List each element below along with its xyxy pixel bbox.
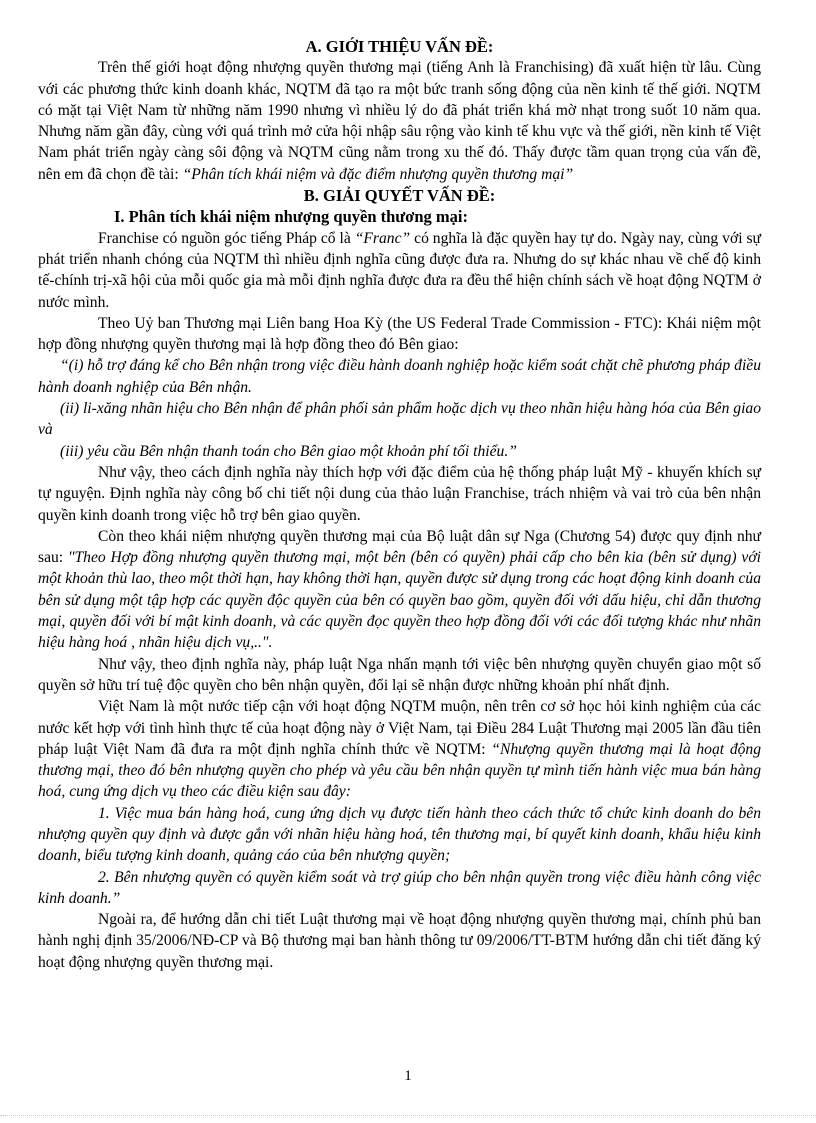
p6-quote: “Nhượng quyền thương mại là hoạt động thương mại, theo đó bên nhượng quyền cho phép và yêu cầu bên nhận quyền tự mình tiến hành việc mua bán hàng hoá, cung ứng dịch vụ theo các điều kiện sau đây: [38, 740, 762, 801]
intro-text: Trên thế giới hoạt động nhượng quyền thương mại (tiếng Anh là Franchising) đã xuất hiện từ lâu. Cùng với các phương thức kinh doanh khác, NQTM đã tạo ra một bức tranh sống động của nền kinh tế thế giới. NQTM có mặt tại Việt Nam từ những năm 1990 nhưng vì nhiều lý do đã phát triển khá mờ nhạt trong suốt 10 năm qua. Nhưng năm gần đây, cùng với quá trình mở cửa hội nhập sâu rộng vào kinh tế khu vực và thế giới, nền kinh tế Việt Nam phát triển ngày càng sôi động và NQTM cũng nằm trong xu thế đó. Thấy được tầm quan trọng của vấn đề, nên em đã chọn đề tài: [38, 59, 761, 183]
intro-topic: “Phân tích khái niệm và đặc điểm nhượng quyền thương mại” [182, 165, 574, 183]
paragraph-russia [38, 526, 761, 654]
paragraph-us-conclusion: Như vậy, theo cách định nghĩa này thích hợp với đặc điểm của hệ thống pháp luật Mỹ - khuyến khích sự tự nguyện. Định nghĩa này công bố chi tiết nội dung của thảo luận Franchise, trách nhiệm và vai trò của bên nhận quyền kinh doanh trong việc hỗ trợ bên giao quyền. [38, 463, 761, 524]
ftc-item-1: “(i) hỗ trợ đáng kể cho Bên nhận trong việc điều hành doanh nghiệp hoặc kiểm soát chặt chẽ phương pháp điều hành doanh nghiệp của Bên nhận. [38, 357, 761, 396]
paragraph-vietnam [38, 696, 761, 802]
page-number: 1 [404, 1068, 412, 1084]
intro-paragraph [38, 57, 761, 185]
p1-after: có nghĩa là đặc quyền hay tự do. Ngày nay, cùng với sự phát triển nhanh chóng của NQTM thì nhiều định nghĩa cũng được đưa ra. Nhưng do sự khác nhau về chế độ kinh tế-chính trị-xã hội của mỗi quốc gia mà mỗi định nghĩa được đưa ra đều thể hiện chính sách về hoạt động NQTM ở nước mình. [38, 229, 761, 311]
ftc-item-2: (ii) li-xăng nhãn hiệu cho Bên nhận để phân phối sản phẩm hoặc dịch vụ theo nhãn hiệu hàng hóa của Bên giao và [38, 400, 761, 439]
heading-b: B. GIẢI QUYẾT VẤN ĐỀ: [303, 186, 496, 206]
paragraph-franchise-origin [38, 228, 761, 313]
ftc-item-3: (iii) yêu cầu Bên nhận thanh toán cho Bên giao một khoản phí tối thiểu.” [60, 442, 517, 460]
p6-before: Việt Nam là một nước tiếp cận với hoạt động NQTM muộn, nên trên cơ sở học hỏi kinh nghiệm của các nước kết hợp với tình hình thực tế của hoạt động này ở Việt Nam, tại Điều 284 Luật Thương mại 2005 lần đầu tiên pháp luật Việt Nam đã đưa ra một định nghĩa chính thức về NQTM: [38, 698, 761, 758]
paragraph-guidance: Ngoài ra, để hướng dẫn chi tiết Luật thương mại về hoạt động nhượng quyền thương mại, chính phủ ban hành nghị định 35/2006/NĐ-CP và Bộ thương mại ban hành thông tư 09/2006/TT-BTM hướng dẫn chi tiết đăng ký hoạt động nhượng quyền thương mại. [38, 911, 761, 971]
p4-quote: "Theo Hợp đồng nhượng quyền thương mại, một bên (bên có quyền) phải cấp cho bên kia (bên sử dụng) với một khoản thù lao, theo một thời hạn, hay không thời hạn, quyền được sử dụng trong các hoạt động kinh doanh của bên sử dụng một tập hợp các quyền độc quyền của bên có quyền bao gồm, quyền đối với dấu hiệu, chỉ dẫn thương mại, quyền đối với bí mật kinh doanh, và các quyền đọc quyền theo hợp đồng đối với các đối tượng khác như nhãn hiệu hàng hoá , nhãn hiệu dịch vụ,..". [38, 549, 761, 652]
heading-a: A. GIỚI THIỆU VẤN ĐỀ: [305, 37, 494, 56]
p4-before: Còn theo khái niệm nhượng quyền thương mại của Bộ luật dân sự Nga (Chương 54) được quy định như sau: [38, 527, 761, 567]
p1-before: Franchise có nguồn góc tiếng Pháp cổ là [98, 229, 355, 247]
paragraph-ftc: Theo Uỷ ban Thương mại Liên bang Hoa Kỳ (the US Federal Trade Commission - FTC): Khái niệm một hợp đồng nhượng quyền thương mại là hợp đồng theo đó Bên giao: [38, 314, 761, 354]
page-bottom-divider [0, 1115, 816, 1116]
p1-franc: “Franc” [354, 229, 411, 247]
vn-item-1: 1. Việc mua bán hàng hoá, cung ứng dịch vụ được tiến hành theo cách thức tổ chức kinh doanh do bên nhượng quyền quy định và được gắn với nhãn hiệu hàng hoá, tên thương mại, bí quyết kinh doanh, khẩu hiệu kinh doanh, biểu tượng kinh doanh, quảng cáo của bên nhượng quyền; [38, 804, 761, 865]
paragraph-russia-conclusion: Như vậy, theo định nghĩa này, pháp luật Nga nhấn mạnh tới việc bên nhượng quyền chuyển giao một số quyền sở hữu trí tuệ độc quyền cho bên nhận quyền, đổi lại sẽ nhận được những khoản phí nhất định. [38, 655, 761, 694]
heading-i: I. Phân tích khái niệm nhượng quyền thương mại: [114, 207, 468, 227]
document-page [38, 36, 761, 973]
vn-item-2: 2. Bên nhượng quyền có quyền kiểm soát và trợ giúp cho bên nhận quyền trong việc điều hành công việc kinh doanh.” [38, 868, 761, 907]
